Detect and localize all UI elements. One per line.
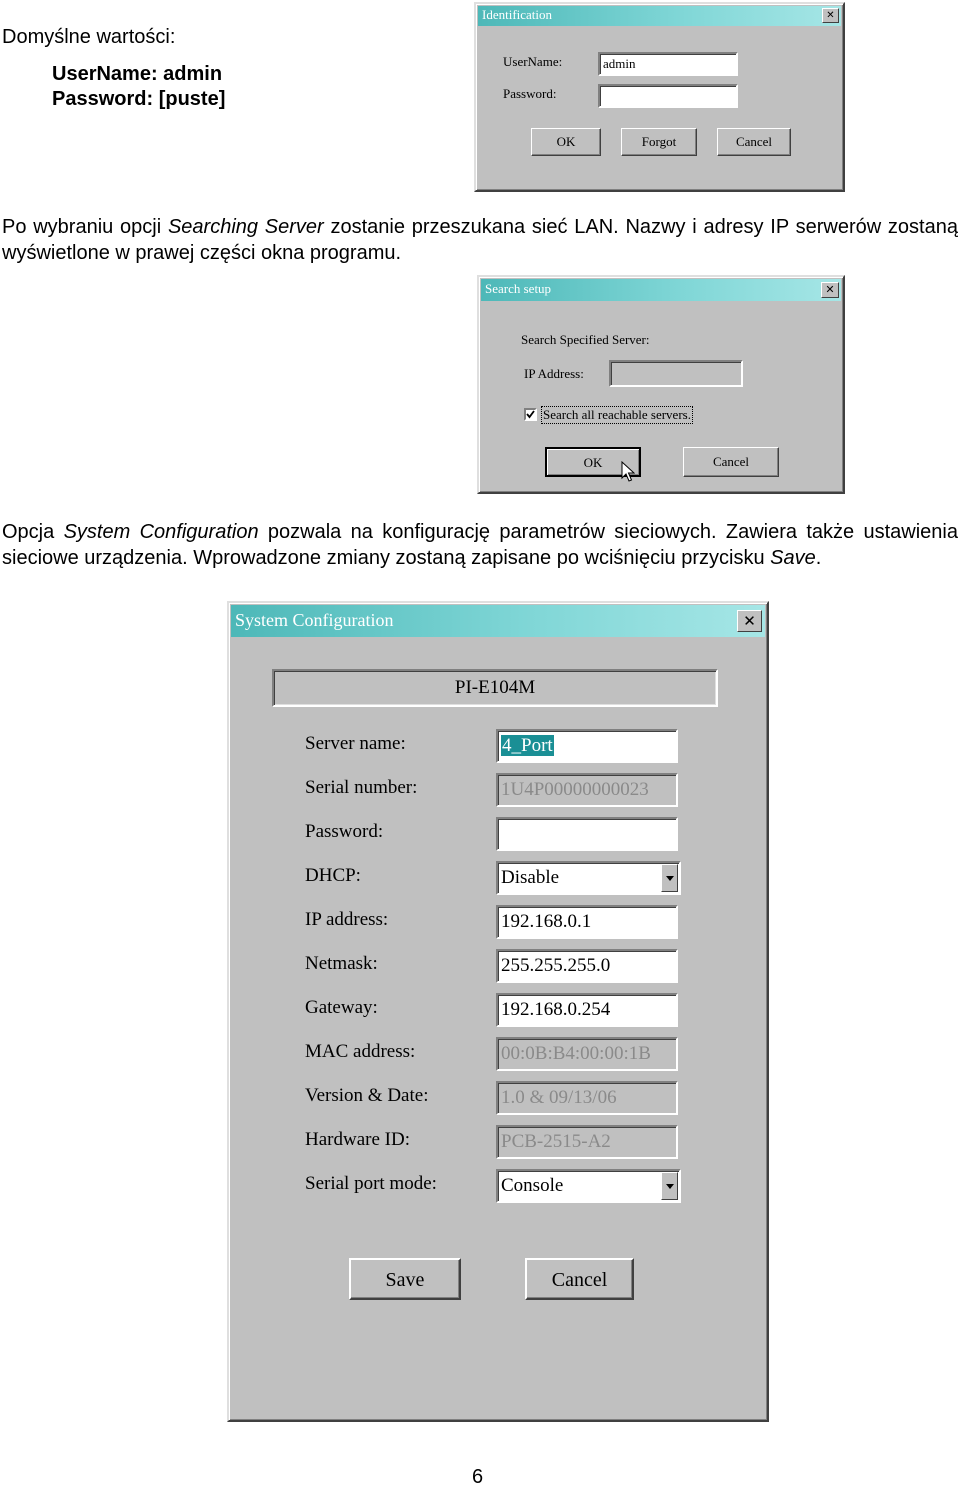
- password-label: Password:: [503, 86, 557, 101]
- ip-address-label: IP Address:: [524, 366, 584, 381]
- mac-address-input: [496, 1037, 678, 1071]
- gateway-label: Gateway:: [305, 997, 378, 1018]
- model-name: PI-E104M: [454, 677, 536, 698]
- version-date-input: [496, 1081, 678, 1115]
- ip-address-label: IP address:: [305, 909, 389, 930]
- cancel-button[interactable]: Cancel: [525, 1258, 634, 1300]
- para1-before: Po wybraniu opcji: [2, 216, 168, 238]
- defaults-heading: Domyślne wartości:: [2, 26, 176, 48]
- hardware-id-label: Hardware ID:: [305, 1129, 410, 1150]
- mac-address-label: MAC address:: [305, 1041, 416, 1062]
- forgot-button[interactable]: Forgot: [621, 128, 697, 156]
- dhcp-select[interactable]: [496, 861, 681, 895]
- netmask-label: Netmask:: [305, 953, 378, 974]
- search-specified-label: Search Specified Server:: [521, 332, 650, 347]
- cancel-button[interactable]: Cancel: [717, 128, 791, 156]
- ip-address-input[interactable]: [609, 360, 743, 387]
- search-all-label[interactable]: Search all reachable servers.: [543, 407, 691, 422]
- version-date-value: 1.0 & 09/13/06: [501, 1087, 617, 1108]
- close-icon[interactable]: ✕: [822, 8, 839, 23]
- close-icon[interactable]: ✕: [821, 282, 839, 298]
- hardware-id-input: [496, 1125, 678, 1159]
- search-setup-dialog: [477, 275, 845, 494]
- username-label: UserName:: [503, 54, 563, 69]
- paragraph-system-configuration: [2, 519, 958, 571]
- password-input[interactable]: [496, 817, 678, 851]
- password-default: Password: [puste]: [52, 88, 226, 110]
- identification-dialog: [474, 2, 845, 192]
- netmask-input[interactable]: [496, 949, 678, 983]
- ok-button[interactable]: OK: [531, 128, 601, 156]
- serial-port-mode-label: Serial port mode:: [305, 1173, 437, 1194]
- ip-address-value: 192.168.0.1: [501, 911, 592, 932]
- chevron-down-icon[interactable]: [661, 864, 678, 892]
- para2-after: pozwala na konfigurację parametrów sieciowych. Zawiera także ustawienia sieciowe urządzenia. Wprowadzone zmiany zostaną zapisane po wciśnięciu przycisku: [2, 521, 958, 569]
- para2-italic: System Configuration: [63, 521, 259, 543]
- username-input[interactable]: admin: [598, 52, 738, 76]
- dhcp-label: DHCP:: [305, 865, 361, 886]
- para2-end: .: [815, 547, 822, 569]
- system-configuration-title: System Configuration: [235, 610, 394, 630]
- system-configuration-dialog: [227, 601, 769, 1422]
- password-label: Password:: [305, 821, 384, 842]
- serial-number-value: 1U4P00000000023: [501, 779, 649, 800]
- cancel-button[interactable]: Cancel: [683, 447, 779, 477]
- search-setup-titlebar[interactable]: [481, 279, 841, 301]
- para2-before: Opcja: [2, 521, 64, 543]
- close-icon[interactable]: ✕: [737, 610, 762, 632]
- identification-title: Identification: [482, 7, 553, 22]
- para1-italic: Searching Server: [167, 216, 324, 238]
- page-number: 6: [472, 1466, 484, 1488]
- server-name-value: 4_Port: [502, 735, 553, 756]
- password-input[interactable]: [598, 84, 738, 108]
- gateway-input[interactable]: [496, 993, 678, 1027]
- version-date-label: Version & Date:: [305, 1085, 429, 1106]
- chevron-down-icon[interactable]: [661, 1172, 678, 1200]
- paragraph-searching-server: [2, 214, 958, 266]
- para2-italic-save: Save: [770, 547, 816, 569]
- ok-button[interactable]: OK: [545, 447, 641, 477]
- gateway-value: 192.168.0.254: [501, 999, 611, 1020]
- ip-address-input[interactable]: [496, 905, 678, 939]
- netmask-value: 255.255.255.0: [501, 955, 611, 976]
- serial-port-mode-select[interactable]: [496, 1169, 681, 1203]
- identification-titlebar[interactable]: [478, 6, 841, 26]
- model-banner: [272, 669, 718, 707]
- mouse-cursor-icon: [621, 461, 635, 483]
- mac-address-value: 00:0B:B4:00:00:1B: [501, 1043, 651, 1064]
- server-name-label: Server name:: [305, 733, 406, 754]
- search-all-checkbox[interactable]: [524, 408, 537, 421]
- search-setup-title: Search setup: [485, 281, 552, 296]
- serial-number-label: Serial number:: [305, 777, 418, 798]
- username-default: UserName: admin: [52, 63, 223, 85]
- para1-after: zostanie przeszukana sieć LAN. Nazwy i adresy IP serwerów zostaną wyświetlone w prawej części okna programu.: [2, 216, 958, 264]
- server-name-input[interactable]: [496, 729, 678, 763]
- dhcp-value: Disable: [501, 867, 560, 888]
- system-configuration-titlebar[interactable]: [231, 605, 765, 637]
- serial-number-input: [496, 773, 678, 807]
- hardware-id-value: PCB-2515-A2: [501, 1131, 611, 1152]
- save-button[interactable]: Save: [349, 1258, 461, 1300]
- serial-port-mode-value: Console: [501, 1175, 564, 1196]
